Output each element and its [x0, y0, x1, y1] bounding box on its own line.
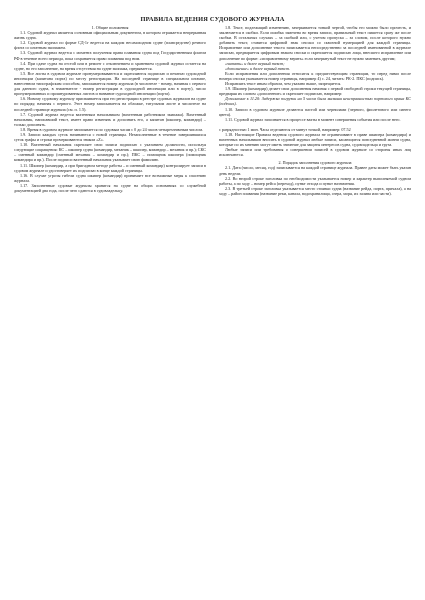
paragraph: Исправлять текст иным образом, чем указано выше, запрещается.: [225, 81, 342, 87]
paragraph: 2.1. Дата (число, месяц, год) записывается на каждой странице журнала. Правее даты может быть указан день недели.: [219, 165, 411, 176]
paragraph: 1.1. Судовой журнал является основным официальным документом, в котором отражается непрерывная жизнь судна.: [14, 30, 206, 41]
left-column: [14, 25, 206, 196]
paragraph: 1.9. Шкипер (командир) делает свои дополнения начиная с первой свободной строки текущей страницы, предваряя их словом «дополнение» и скрепляет подписью, например:: [219, 86, 411, 97]
paragraph: 1.16. В случае угрозы гибели судна шкипер (командир) принимает все возможные меры к спасению журнала.: [14, 172, 206, 183]
paragraph: 1.3. Судовой журнал ведется с момента получения права плавания судна под Государственным флагом РФ в течение всего периода, пока сохраняется право плавания под ним.: [14, 50, 206, 61]
section-heading: 1. Общие положения: [91, 25, 129, 30]
paragraph: 2.2. Во второй строке заголовка по необходимости указывается номер и характер выполняемой судном работы, а по ходу – номер рейса (переход), пункт отхода и пункт назначения.: [219, 175, 411, 186]
paragraph: «дополнение» и далее верный текст.: [225, 65, 291, 71]
paragraph: 1.11. Судовой журнал заполняется в процессе вахты в момент совершения события или после него.: [225, 116, 401, 122]
paragraph: 1.7. Судовой журнал ведется вахтенным начальником (вахтенным работником экипажа). Вахтенный начальник, написавший текст, имеет право изменять и дополнять его, а капитан (шкипер, командир) – только дополнять.: [14, 111, 206, 127]
paragraph: 1.11. Шкипер (командир, а при бригадном методе работы – и сменный командир) контролирует записи в судовом журнале и удостоверяет их подписью в конце каждой страницы.: [14, 162, 206, 173]
paragraph: 1.8. Время в судовом журнале записывается по судовым часам с 0 до 24 часов четырехзначным числом.: [20, 126, 203, 132]
right-column: [219, 25, 411, 196]
right-column-top: [219, 25, 411, 122]
paragraph: Любые записи или требования о совершении записей в судовом журнале со стороны иных лиц исключаются.: [219, 147, 411, 158]
paragraph: Дополнение к 11.20: Задержка погрузки на 5 часов была вызвана неисправностью портового крана КС (подпись).: [219, 96, 411, 107]
paragraph: 1.9. Записи каждых суток начинаются с новой страницы. Незаполненные в течение завершившихся суток графы и строки прочеркиваются знаком «Z».: [14, 131, 206, 143]
paragraph: 1.10. Записи в судовом журнале делаются пастой или чернилами (черного, фиолетового или синего цвета).: [219, 106, 411, 117]
paragraph: 2.3. В третьей строке заголовка указывается место стоянки судна (название рейда, порта, причала), а на ходу – район плавания (название реки, канала, водохранилища, озера, моря, их залива или части).: [219, 185, 411, 196]
paragraph: 1.2. Судовой журнал по форме СД-1г ведется на каждом несамоходном судне (плавсредстве) речного флота со штатным экипажем.: [14, 40, 206, 51]
paragraph: 1.18. Настоящие Правила ведения судового журнала не ограничивают в праве шкипера (командира) и вахтенных начальников вносить в судовой журнал любые записи, касающиеся повседневной жизни судна, которые по их мнению могут иметь значение для защиты интересов судна, судовладельца и груза.: [219, 131, 411, 148]
paragraph: «читать» и далее верный текст;: [225, 60, 285, 66]
document-title: ПРАВИЛА ВЕДЕНИЯ СУДОВОГО ЖУРНАЛА: [140, 16, 285, 23]
right-column-bottom: [219, 127, 411, 196]
paragraph: 1.4. При сдаче судна на отстой или в ремонт с отключением и хранением судовой журнал остается на судне, но его заполнение, на время отсутствия на судне экипажа, прерывается.: [14, 60, 206, 71]
paragraph: Если исправления или дополнения относятся к предшествующим страницам, то перед ними после номера сноски указывается номер страницы, например 4) с. 24, читать: РК-2. ПКС (подпись).: [219, 70, 411, 81]
section-heading: 2. Порядок заполнения судового журнала: [278, 160, 352, 166]
paragraph: 1.6. Новому судовому журналу присваивается при его регистрации в реестре судовых журналов на судне по порядку, начиная с первого. Этот номер записывается на обложке, титульном листе и числителе на последней странице журнала (см. п. 1.5).: [14, 96, 206, 112]
paragraph: 1.10. Вахтенный начальник скрепляет свои записи подписью с указанием должности, используя следующие сокращения: КС – шкипер судна (командир, механик – шкипер, командир – механик и пр.); СКС – сменный командир (сменный механик – командир и пр.); ПКС – помощник шкипера (помощник командира и пр.). После подписи вахтенный начальник указывает свою фамилию.: [14, 142, 206, 163]
paragraph: 1.5. Все листы в судовом журнале пронумеровываются и скрепляются подписью и печатью судоходной инспекции (капитана порта) по месту регистрации. На последней странице в специальном штампе, нанесенном типографским способом, записывается номер журнала (в числителе - номер, начиная с первого для данного судна, в знаменателе - номер регистрации в судоходной инспекции или в порту), число пронумерованных и прошнурованных листов и название судоходной инспекции (порта).: [14, 70, 206, 97]
paragraph: с разрядностью 1 мин. Часы отделяются от минут точкой, например: 07.52: [219, 126, 351, 132]
text-columns: [14, 25, 411, 196]
paragraph: 1.17. Заполненные судовые журналы хранятся на судне на общих основаниях со служебной документацией два года, после чего сдаются в судовладельцу.: [14, 182, 206, 193]
paragraph: 1.8. Текст, подлежащий изменению, зачеркивается тонкой чертой, чтобы его можно было прочесть, и заключается в скобки. Если ошибка замечена во время записи, правильный текст пишется сразу же после скобки. В остальных случаях – за скобкой или, с учетом пропуска – за словом, после которого нужно добавить текст, ставится цифровой знак сноски со сквозной нумерацией для каждой страницы. Исправление или дополнение текста записывается непосредственно за последней именованной в журнале записью, предваряется цифровым знаком сноски и скрепляется подписью лица, внесшего исправление или дополнение по форме: «исправленному верить» если зачеркнутый текст не нужно заменять другим;: [219, 25, 411, 61]
